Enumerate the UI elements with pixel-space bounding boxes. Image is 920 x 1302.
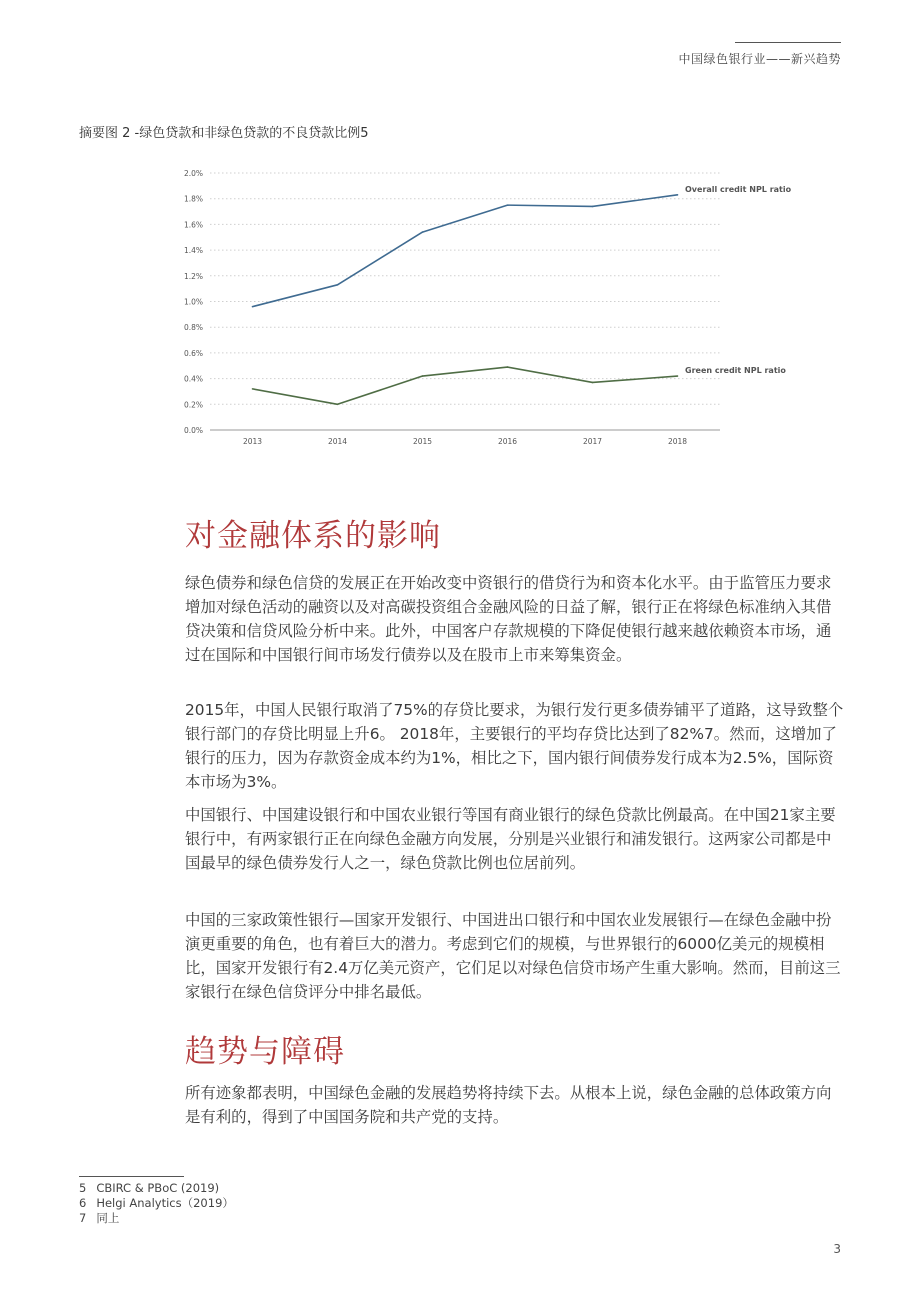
data-point (337, 404, 339, 406)
footnote-text: Helgi Analytics（2019） (96, 1196, 234, 1210)
footnote-number: 7 (79, 1211, 87, 1225)
figure-caption: 摘要图 2 -绿色贷款和非绿色贷款的不良贷款比例5 (79, 126, 369, 141)
y-tick-label: 0.6% (183, 348, 203, 358)
y-tick-label: 0.4% (183, 374, 203, 384)
data-point (507, 366, 509, 368)
data-point (677, 194, 679, 196)
y-tick-label: 1.6% (183, 220, 203, 230)
page-number: 3 (833, 1242, 841, 1256)
x-tick-label: 2016 (497, 437, 518, 446)
x-tick-label: 2014 (327, 437, 348, 446)
footnote-number: 6 (79, 1196, 87, 1210)
paragraph: 绿色债券和绿色信贷的发展正在开始改变中资银行的借贷行为和资本化水平。由于监管压力要求增加对绿色活动的融资以及对高碳投资组合金融风险的日益了解，银行正在将绿色标准纳入其借贷决策和信贷风险分析中来。此外，中国客户存款规模的下降促使银行越来越依赖资本市场，通过在国际和中国银行间市场发行债券以及在股市上市来筹集资金。 (185, 574, 832, 664)
data-point (592, 382, 594, 384)
running-header: 中国绿色银行业——新兴趋势 (678, 52, 841, 66)
npl-ratio-chart (170, 160, 810, 455)
x-tick-label: 2017 (582, 437, 603, 446)
footnotes (79, 1181, 234, 1226)
data-point (677, 375, 679, 377)
paragraph: 中国银行、中国建设银行和中国农业银行等国有商业银行的绿色贷款比例最高。在中国21家主要银行中，有两家银行正在向绿色金融方向发展，分别是兴业银行和浦发银行。这两家公司都是中国最早的绿色债券发行人之一，绿色贷款比例也位居前列。 (185, 806, 836, 872)
y-tick-label: 1.2% (183, 271, 203, 281)
data-point (592, 206, 594, 208)
y-tick-label: 0.8% (183, 323, 203, 333)
footnote-text: CBIRC & PBoC (2019) (96, 1181, 220, 1195)
data-point (252, 388, 254, 390)
y-tick-label: 0.0% (183, 426, 203, 435)
data-point (337, 284, 339, 286)
header-rule (735, 42, 841, 43)
series-label: Overall credit NPL ratio (685, 184, 792, 194)
data-point (422, 375, 424, 377)
footnote-number: 5 (79, 1181, 87, 1195)
section-heading-impact: 对金融体系的影响 (185, 518, 441, 554)
footnote-text: 同上 (96, 1211, 120, 1225)
footnote-rule (79, 1176, 184, 1177)
chart-canvas (170, 160, 810, 455)
series-label: Green credit NPL ratio (685, 366, 786, 376)
data-point (507, 204, 509, 206)
data-point (252, 306, 254, 308)
paragraph: 所有迹象都表明，中国绿色金融的发展趋势将持续下去。从根本上说，绿色金融的总体政策方向是有利的，得到了中国国务院和共产党的支持。 (185, 1084, 832, 1126)
y-tick-label: 0.2% (183, 400, 203, 410)
y-tick-label: 1.8% (183, 194, 203, 204)
x-tick-label: 2013 (242, 437, 263, 446)
x-tick-label: 2018 (667, 437, 688, 446)
paragraph: 2015年，中国人民银行取消了75%的存贷比要求，为银行发行更多债券铺平了道路，这导致整个银行部门的存贷比明显上升6。 2018年，主要银行的平均存贷比达到了82%7。然而，这增加了银行的压力，因为存款资金成本约为1%，相比之下，国内银行间债券发行成本为2.5%，国际资本市场为3%。 (185, 701, 844, 791)
footnote-item (79, 1211, 234, 1226)
y-tick-label: 2.0% (183, 169, 203, 178)
section-heading-trends: 趋势与障碍 (185, 1034, 345, 1070)
x-tick-label: 2015 (412, 437, 433, 446)
footnote-item (79, 1196, 234, 1211)
paragraph: 中国的三家政策性银行—国家开发银行、中国进出口银行和中国农业发展银行—在绿色金融中扮演更重要的角色，也有着巨大的潜力。考虑到它们的规模，与世界银行的6000亿美元的规模相比，国家开发银行有2.4万亿美元资产，它们足以对绿色信贷市场产生重大影响。然而，目前这三家银行在绿色信贷评分中排名最低。 (185, 911, 841, 1001)
data-point (422, 231, 424, 233)
y-tick-label: 1.4% (183, 246, 203, 256)
series-line (253, 195, 678, 307)
series-line (253, 367, 678, 404)
y-tick-label: 1.0% (183, 297, 203, 307)
footnote-item (79, 1181, 234, 1196)
